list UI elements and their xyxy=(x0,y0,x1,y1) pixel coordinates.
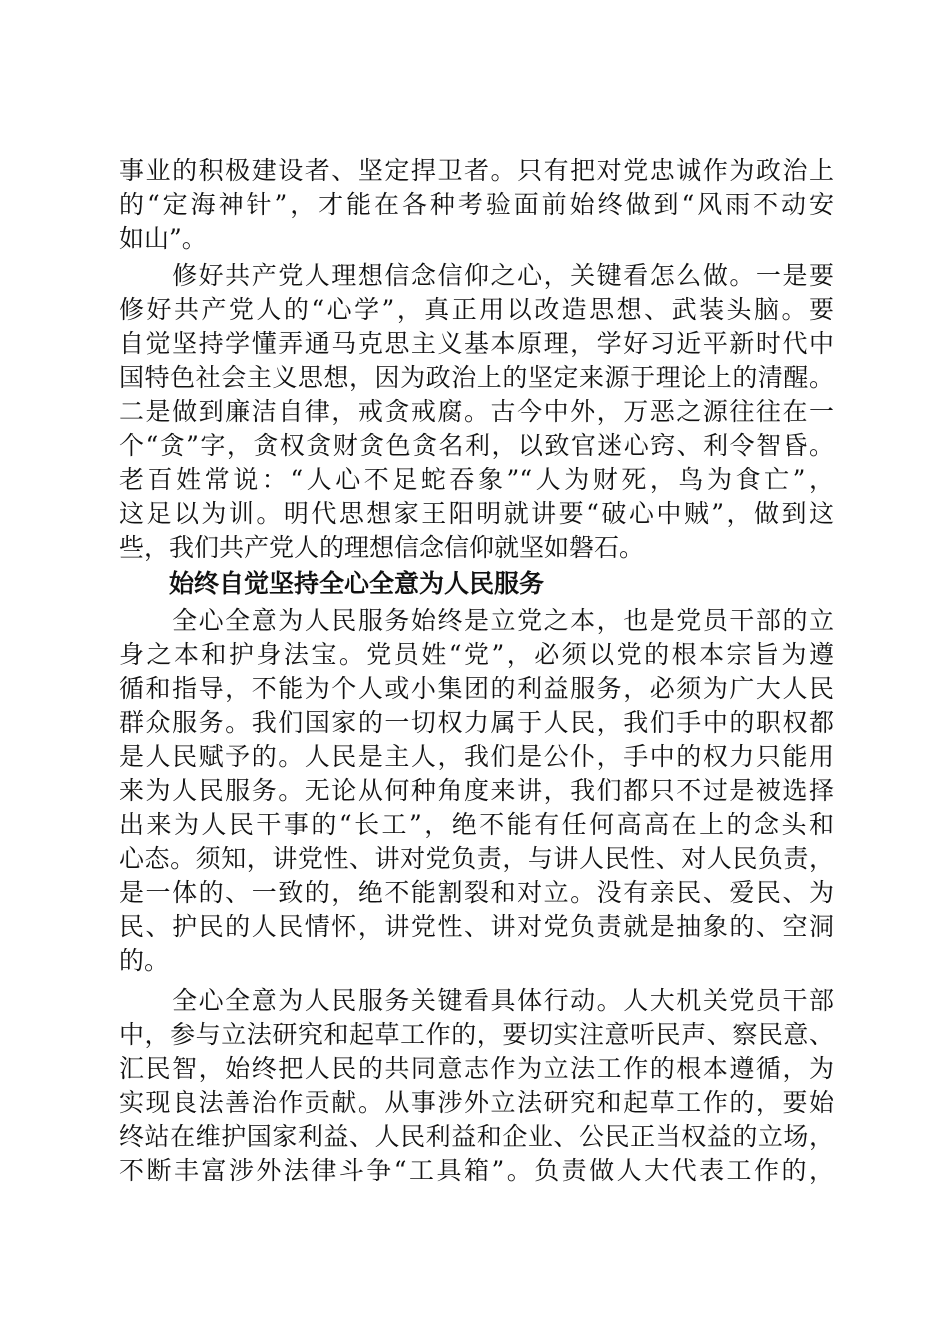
paragraph-line: 修好共产党人理想信念信仰之心，关键看怎么做。一是要 xyxy=(119,261,834,290)
paragraph-2 xyxy=(119,259,834,565)
section-heading: 始终自觉坚持全心全意为人民服务 xyxy=(169,569,545,598)
paragraph-line: 自觉坚持学懂弄通马克思主义基本原理，学好习近平新时代中 xyxy=(119,329,834,358)
paragraph-line: 老百姓常说：“人心不足蛇吞象”“人为财死，鸟为食亡”， xyxy=(119,465,834,494)
paragraph-line: 全心全意为人民服务关键看具体行动。人大机关党员干部 xyxy=(119,986,834,1015)
paragraph-line: 身之本和护身法宝。党员姓“党”，必须以党的根本宗旨为遵 xyxy=(119,640,834,669)
paragraph-line: 群众服务。我们国家的一切权力属于人民，我们手中的职权都 xyxy=(119,708,834,737)
paragraph-1 xyxy=(119,154,834,256)
paragraph-line: 出来为人民干事的“长工”，绝不能有任何高高在上的念头和 xyxy=(119,810,834,839)
paragraph-3 xyxy=(119,604,834,978)
paragraph-line: 的。 xyxy=(119,946,170,975)
paragraph-line: 如山”。 xyxy=(119,224,207,253)
paragraph-line: 终站在维护国家利益、人民利益和企业、公民正当权益的立场， xyxy=(119,1122,834,1151)
paragraph-line: 些，我们共产党人的理想信念信仰就坚如磐石。 xyxy=(119,533,645,562)
paragraph-4 xyxy=(119,984,834,1188)
paragraph-line: 这足以为训。明代思想家王阳明就讲要“破心中贼”，做到这 xyxy=(119,499,834,528)
paragraph-line: 的“定海神针”，才能在各种考验面前始终做到“风雨不动安 xyxy=(119,190,834,219)
paragraph-line: 个“贪”字，贪权贪财贪色贪名利，以致官迷心窍、利令智昏。 xyxy=(119,431,834,460)
paragraph-line: 汇民智，始终把人民的共同意志作为立法工作的根本遵循，为 xyxy=(119,1054,834,1083)
paragraph-line: 中，参与立法研究和起草工作的，要切实注意听民声、察民意、 xyxy=(119,1020,834,1049)
paragraph-line: 实现良法善治作贡献。从事涉外立法研究和起草工作的，要始 xyxy=(119,1088,834,1117)
paragraph-line: 不断丰富涉外法律斗争“工具箱”。负责做人大代表工作的， xyxy=(119,1156,834,1185)
paragraph-line: 是一体的、一致的，绝不能割裂和对立。没有亲民、爱民、为 xyxy=(119,878,834,907)
paragraph-line: 事业的积极建设者、坚定捍卫者。只有把对党忠诚作为政治上 xyxy=(119,156,834,185)
paragraph-line: 二是做到廉洁自律，戒贪戒腐。古今中外，万恶之源往往在一 xyxy=(119,397,834,426)
paragraph-line: 心态。须知，讲党性、讲对党负责，与讲人民性、对人民负责， xyxy=(119,844,834,873)
paragraph-line: 来为人民服务。无论从何种角度来讲，我们都只不过是被选择 xyxy=(119,776,834,805)
paragraph-line: 循和指导，不能为个人或小集团的利益服务，必须为广大人民 xyxy=(119,674,834,703)
paragraph-line: 民、护民的人民情怀，讲党性、讲对党负责就是抽象的、空洞 xyxy=(119,912,834,941)
paragraph-line: 修好共产党人的“心学”，真正用以改造思想、武装头脑。要 xyxy=(119,295,834,324)
paragraph-line: 国特色社会主义思想，因为政治上的坚定来源于理论上的清醒。 xyxy=(119,363,834,392)
paragraph-line: 是人民赋予的。人民是主人，我们是公仆，手中的权力只能用 xyxy=(119,742,834,771)
paragraph-line: 全心全意为人民服务始终是立党之本，也是党员干部的立 xyxy=(119,606,834,635)
